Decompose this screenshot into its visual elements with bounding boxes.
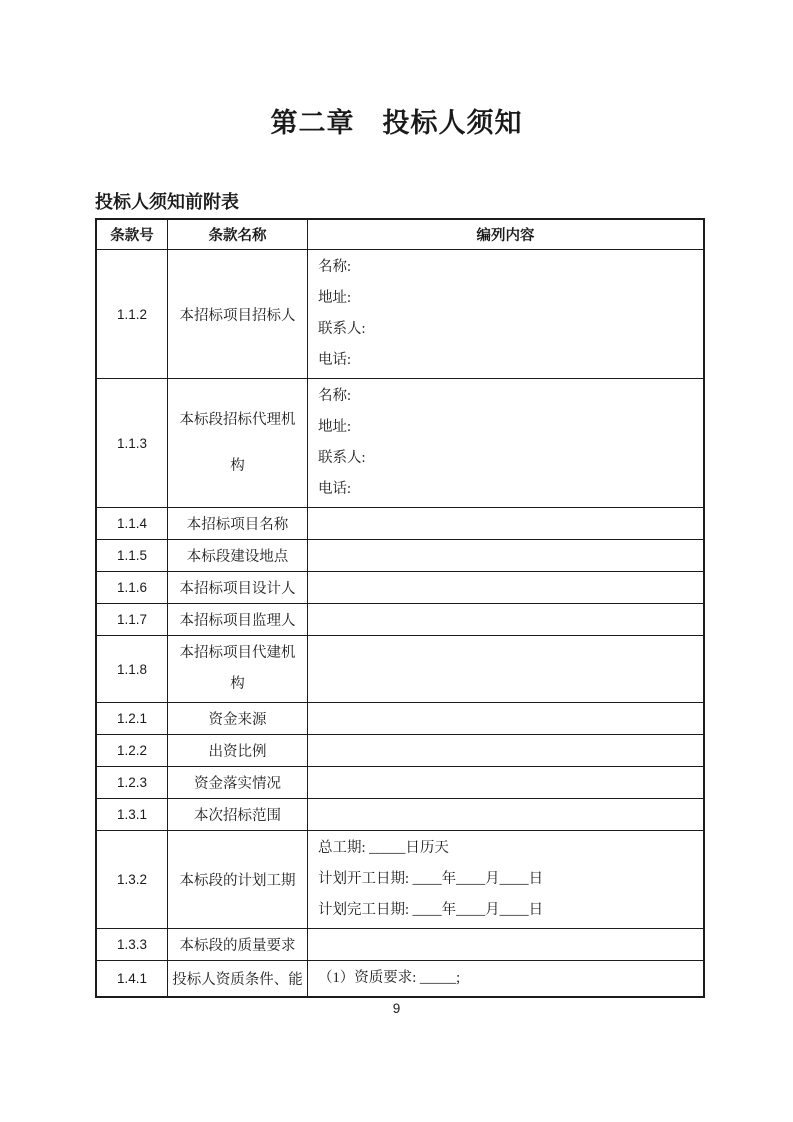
table-row xyxy=(97,929,703,961)
clause-name xyxy=(168,540,308,571)
clause-no: 1.1.7 xyxy=(97,604,168,635)
content-line: （1）资质要求: _____; xyxy=(318,970,461,986)
clause-name-line: 资金来源 xyxy=(208,712,267,728)
clause-name xyxy=(168,799,308,830)
clause-no: 1.1.8 xyxy=(97,636,168,702)
content-line: 名称: xyxy=(318,388,352,404)
clause-no: 1.3.2 xyxy=(97,831,168,928)
header-clause-no: 条款号 xyxy=(97,220,168,249)
clause-content xyxy=(308,508,703,539)
clause-content xyxy=(308,604,703,635)
content-line: 计划完工日期: ____年____月____日 xyxy=(318,902,544,918)
clause-name-line: 本招标项目设计人 xyxy=(179,581,296,597)
clause-name xyxy=(168,831,308,928)
content-line: 电话: xyxy=(318,481,352,497)
table-row xyxy=(97,604,703,636)
clause-content xyxy=(308,961,703,996)
clause-no: 1.3.1 xyxy=(97,799,168,830)
table-row xyxy=(97,735,703,767)
clause-name xyxy=(168,961,308,996)
clause-content xyxy=(308,929,703,960)
clause-name-line: 出资比例 xyxy=(208,744,267,760)
clause-content xyxy=(308,540,703,571)
content-line: 总工期: _____日历天 xyxy=(318,840,449,856)
clause-name-line: 构 xyxy=(230,676,245,692)
clause-no: 1.1.6 xyxy=(97,572,168,603)
table-header-row xyxy=(97,220,703,250)
clause-name xyxy=(168,767,308,798)
content-line: 联系人: xyxy=(318,321,366,337)
clause-name xyxy=(168,703,308,734)
clause-content xyxy=(308,250,703,378)
table-row xyxy=(97,831,703,929)
clause-name-line: 本标段的质量要求 xyxy=(179,938,296,954)
clause-content xyxy=(308,379,703,507)
clause-no: 1.4.1 xyxy=(97,961,168,996)
clause-name xyxy=(168,379,308,507)
clause-no: 1.2.1 xyxy=(97,703,168,734)
table-row xyxy=(97,250,703,379)
clause-name-line: 本招标项目代建机 xyxy=(179,645,296,661)
table-row xyxy=(97,540,703,572)
page-number: 9 xyxy=(392,1001,401,1016)
table-row xyxy=(97,961,703,996)
clause-name xyxy=(168,929,308,960)
clause-name-line: 本招标项目名称 xyxy=(186,517,289,533)
content-line: 联系人: xyxy=(318,450,366,466)
table-row xyxy=(97,379,703,508)
clause-name xyxy=(168,572,308,603)
clause-content xyxy=(308,767,703,798)
clause-no: 1.2.2 xyxy=(97,735,168,766)
content-line: 地址: xyxy=(318,419,352,435)
table-row xyxy=(97,767,703,799)
content-line: 名称: xyxy=(318,259,352,275)
clause-content xyxy=(308,572,703,603)
clause-content xyxy=(308,831,703,928)
clause-name-line: 投标人资质条件、能 xyxy=(172,972,303,988)
header-content: 编列内容 xyxy=(476,228,535,244)
clause-no: 1.1.3 xyxy=(97,379,168,507)
clause-content xyxy=(308,735,703,766)
clause-name-line: 本标段建设地点 xyxy=(186,549,289,565)
clause-no: 1.3.3 xyxy=(97,929,168,960)
table-row xyxy=(97,799,703,831)
clause-name xyxy=(168,508,308,539)
content-line: 电话: xyxy=(318,352,352,368)
clause-no: 1.1.4 xyxy=(97,508,168,539)
clause-content xyxy=(308,703,703,734)
table-row xyxy=(97,636,703,703)
clause-name-line: 本标段的计划工期 xyxy=(179,873,296,889)
clause-name xyxy=(168,735,308,766)
table-row xyxy=(97,572,703,604)
clause-name-line: 本次招标范围 xyxy=(194,808,281,824)
clause-name-line: 构 xyxy=(230,458,245,474)
chapter-title: 第二章 投标人须知 xyxy=(270,108,523,138)
header-clause-name: 条款名称 xyxy=(168,220,308,249)
clause-no: 1.2.3 xyxy=(97,767,168,798)
clauses-table xyxy=(95,218,705,998)
clause-name xyxy=(168,604,308,635)
clause-name-line: 资金落实情况 xyxy=(194,776,281,792)
clause-content xyxy=(308,799,703,830)
clause-name-line: 本招标项目监理人 xyxy=(179,613,296,629)
clause-name-line: 本招标项目招标人 xyxy=(179,307,296,324)
table-row xyxy=(97,703,703,735)
clause-name xyxy=(168,250,308,378)
clause-name-line: 本标段招标代理机 xyxy=(179,412,296,428)
content-line: 地址: xyxy=(318,290,352,306)
clause-no: 1.1.5 xyxy=(97,540,168,571)
section-heading: 投标人须知前附表 xyxy=(95,192,239,212)
clause-content xyxy=(308,636,703,702)
content-line: 计划开工日期: ____年____月____日 xyxy=(318,871,544,887)
table-row xyxy=(97,508,703,540)
clause-name xyxy=(168,636,308,702)
clause-no: 1.1.2 xyxy=(97,250,168,378)
